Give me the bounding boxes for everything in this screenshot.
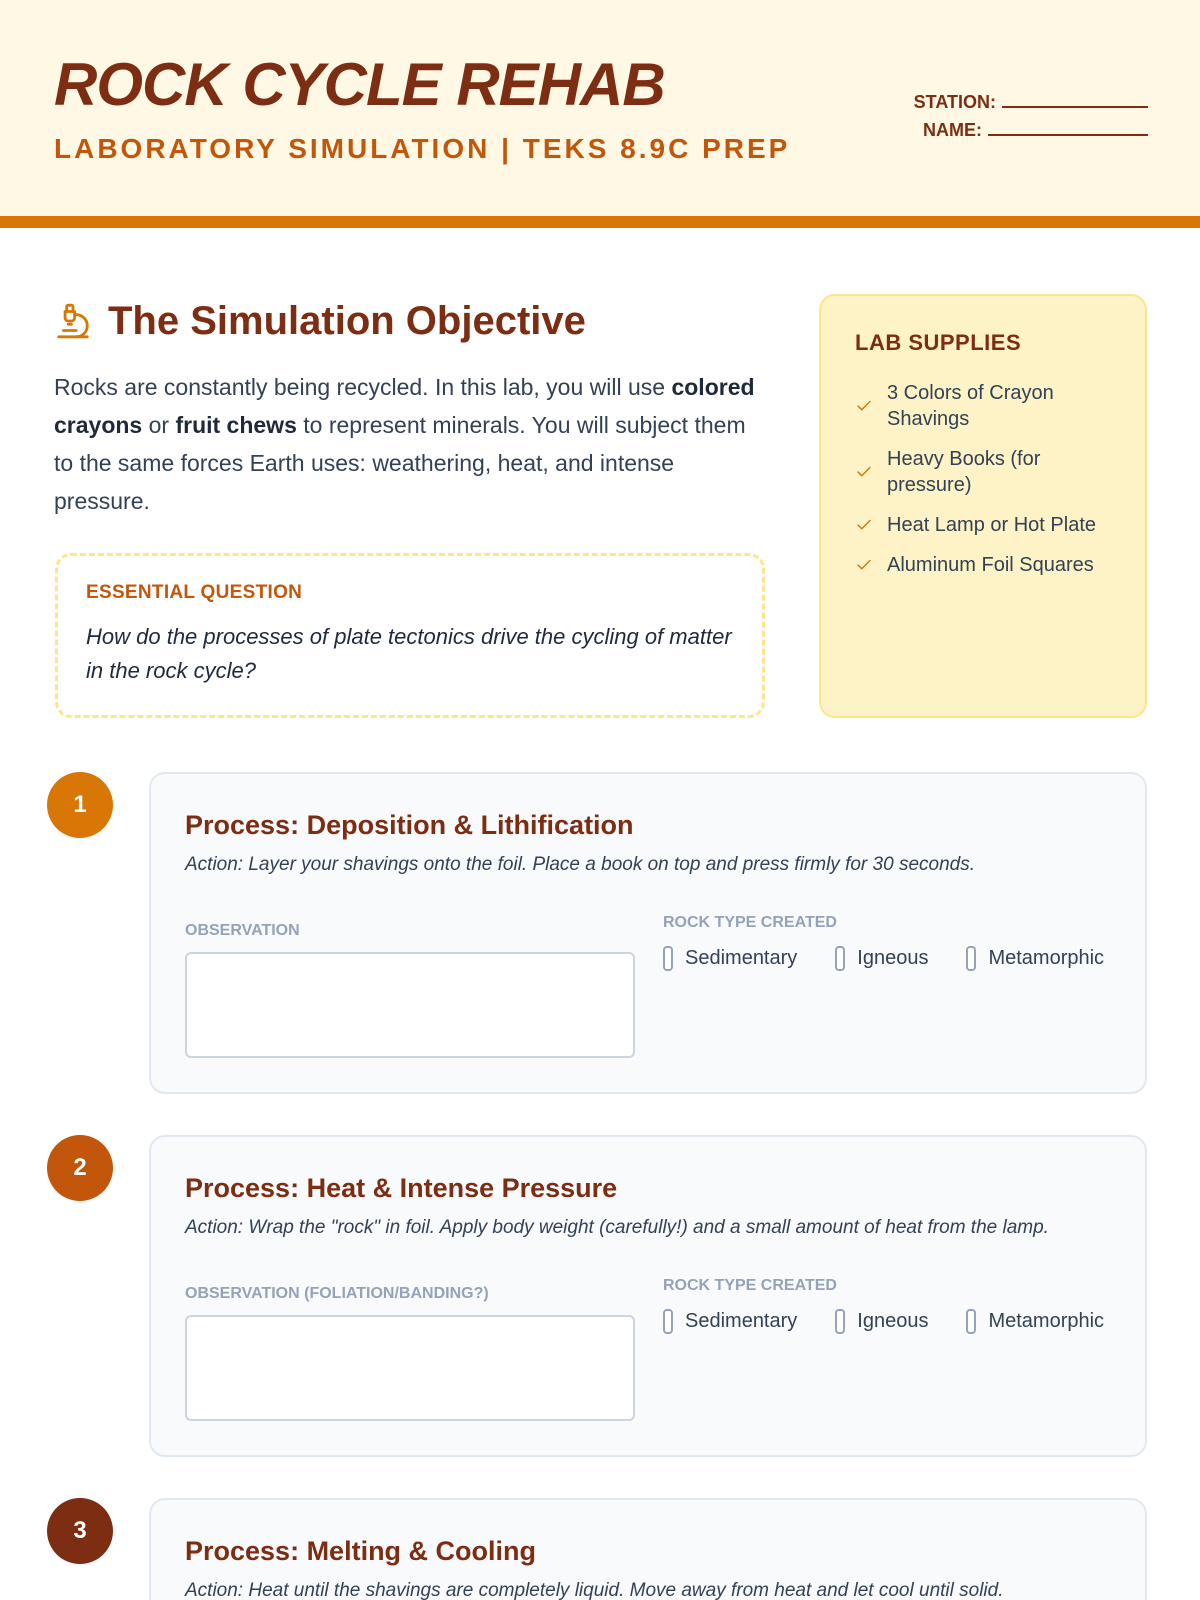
name-field[interactable]	[988, 118, 1148, 136]
option-label: Igneous	[857, 1310, 929, 1332]
option-metamorphic[interactable]	[966, 1309, 1104, 1334]
objective-text-part: to represent minerals. You will subject them to the same forces Earth uses: weathering, heat, and intense pressure.	[54, 412, 746, 514]
observation-label: OBSERVATION (FOLIATION/BANDING?)	[185, 1285, 489, 1302]
objective-section	[54, 296, 766, 520]
name-row	[914, 116, 1148, 144]
checkbox[interactable]	[966, 1309, 976, 1334]
name-label: NAME:	[923, 120, 982, 140]
station-label: STATION:	[913, 92, 996, 112]
objective-emphasis: colored crayons	[54, 374, 755, 438]
lab-supplies-panel	[819, 294, 1147, 718]
lab-supplies-title: LAB SUPPLIES	[855, 330, 1022, 355]
rock-type-label: ROCK TYPE CREATED	[663, 1277, 837, 1294]
option-igneous[interactable]	[835, 1309, 928, 1334]
rock-type-label: ROCK TYPE CREATED	[663, 914, 837, 931]
page-subtitle: LABORATORY SIMULATION | TEKS 8.9C PREP	[54, 133, 791, 164]
check-icon	[855, 556, 873, 574]
observation-label: OBSERVATION	[185, 922, 300, 939]
station-row	[914, 88, 1148, 116]
supply-item	[855, 446, 1111, 498]
option-sedimentary[interactable]	[663, 1309, 797, 1334]
essential-question-label: ESSENTIAL QUESTION	[86, 582, 303, 603]
page-title: ROCK CYCLE REHAB	[54, 51, 665, 118]
observation-input[interactable]	[185, 1315, 635, 1421]
station-field[interactable]	[1002, 90, 1148, 108]
supply-label: Aluminum Foil Squares	[887, 554, 1094, 576]
option-label: Metamorphic	[988, 947, 1105, 969]
checkbox[interactable]	[835, 1309, 845, 1334]
objective-title: The Simulation Objective	[108, 298, 586, 343]
check-icon	[855, 397, 873, 415]
step-3-title: Process: Melting & Cooling	[185, 1536, 537, 1566]
step-2-title: Process: Heat & Intense Pressure	[185, 1173, 618, 1203]
option-label: Sedimentary	[685, 1310, 798, 1332]
option-label: Igneous	[857, 947, 929, 969]
option-label: Metamorphic	[988, 1310, 1105, 1332]
step-2-action: Action: Wrap the "rock" in foil. Apply body weight (carefully!) and a small amount of heat from the lamp.	[185, 1217, 1049, 1238]
step-1-title: Process: Deposition & Lithification	[185, 810, 634, 840]
supply-item	[855, 380, 1111, 432]
step-2-card	[149, 1135, 1147, 1457]
rock-type-options	[663, 1309, 1104, 1334]
step-3-card	[149, 1498, 1147, 1600]
step-3-action: Action: Heat until the shavings are completely liquid. Move away from heat and let cool until solid.	[185, 1580, 1004, 1600]
check-icon	[855, 516, 873, 534]
option-metamorphic[interactable]	[966, 946, 1104, 971]
checkbox[interactable]	[966, 946, 976, 971]
step-2-number: 2	[47, 1135, 113, 1201]
student-info	[914, 88, 1148, 144]
page-header	[0, 0, 1200, 228]
microscope-icon	[54, 301, 92, 341]
step-1-card	[149, 772, 1147, 1094]
essential-question-box	[55, 553, 765, 718]
supply-label: Heat Lamp or Hot Plate	[887, 514, 1096, 536]
objective-text	[54, 368, 766, 520]
option-label: Sedimentary	[685, 947, 798, 969]
objective-emphasis: fruit chews	[175, 412, 297, 438]
option-igneous[interactable]	[835, 946, 928, 971]
checkbox[interactable]	[663, 1309, 673, 1334]
check-icon	[855, 463, 873, 481]
step-3-number: 3	[47, 1498, 113, 1564]
supply-item	[855, 512, 1111, 538]
option-sedimentary[interactable]	[663, 946, 797, 971]
essential-question-text: How do the processes of plate tectonics drive the cycling of matter in the rock cycle?	[86, 624, 732, 683]
checkbox[interactable]	[663, 946, 673, 971]
objective-heading	[54, 296, 766, 346]
supplies-list	[855, 380, 1111, 578]
observation-input[interactable]	[185, 952, 635, 1058]
objective-text-part: Rocks are constantly being recycled. In this lab, you will use	[54, 374, 672, 400]
checkbox[interactable]	[835, 946, 845, 971]
rock-type-options	[663, 946, 1104, 971]
objective-text-part: or	[142, 412, 176, 438]
step-1-action: Action: Layer your shavings onto the foil. Place a book on top and press firmly for 30 seconds.	[185, 854, 975, 875]
supply-label: Heavy Books (for pressure)	[887, 448, 1041, 496]
supply-item	[855, 552, 1111, 578]
step-1-number: 1	[47, 772, 113, 838]
supply-label: 3 Colors of Crayon Shavings	[887, 382, 1054, 430]
